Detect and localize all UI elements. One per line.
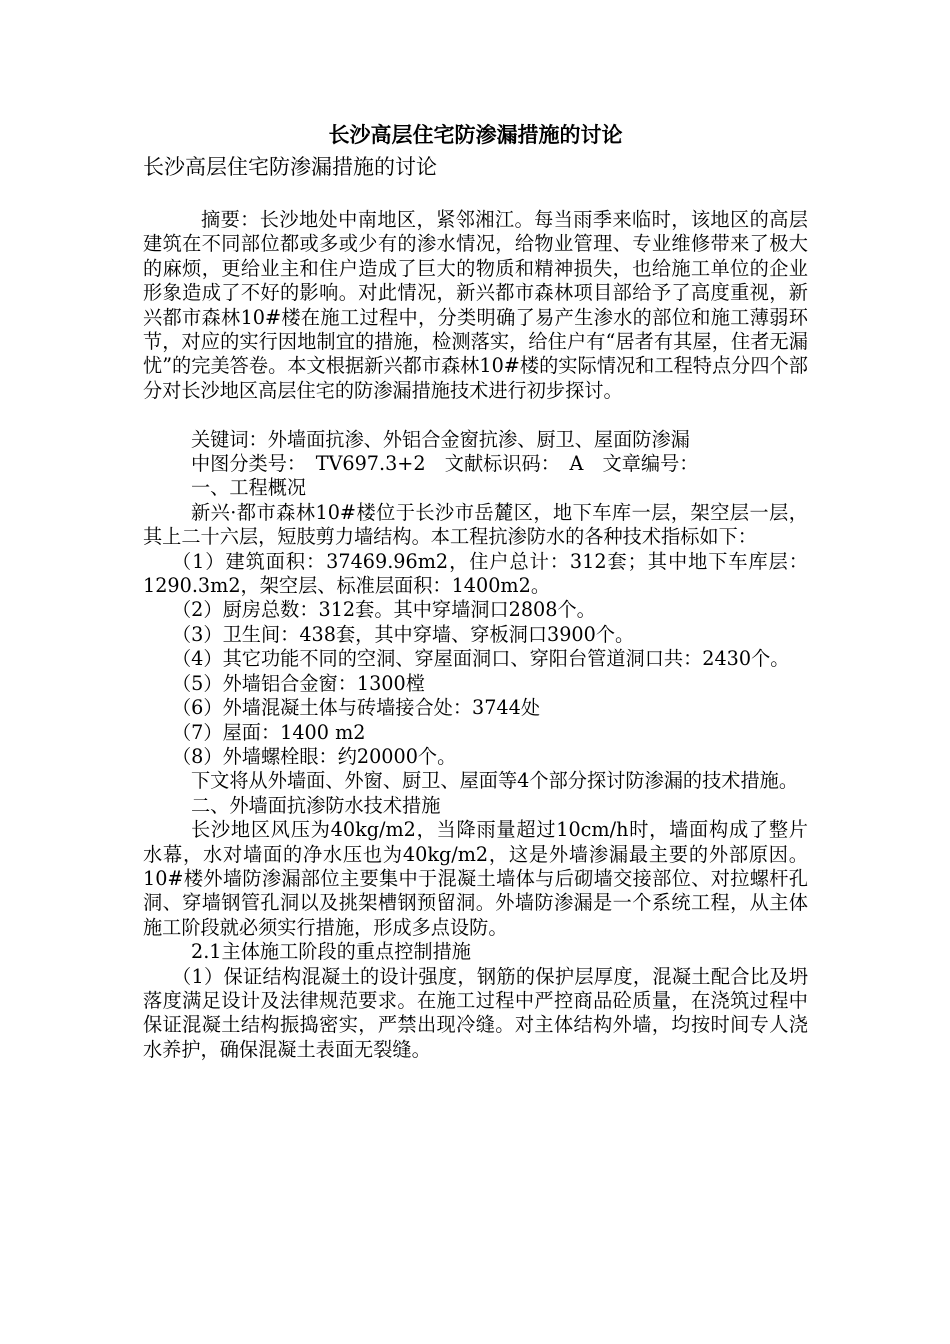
list-item-5: （5）外墙铝合金窗：1300樘: [172, 671, 425, 695]
list-item-6: （6）外墙混凝土体与砖墙接合处：3744处: [172, 696, 541, 720]
section-heading-2: 二、外墙面抗渗防水技术措施: [191, 793, 441, 817]
subsection-heading-2-1: 2.1主体施工阶段的重点控制措施: [191, 940, 471, 964]
abstract-paragraph: 摘要：长沙地处中南地区，紧邻湘江。每当雨季来临时，该地区的高层建筑在不同部位都或多或少有的渗水情况，给物业管理、专业维修带来了极大的麻烦，更给业主和住户造成了巨大的物质和精神损失，也给施工单位的企业形象造成了不好的影响。对此情况，新兴都市森林项目部给予了高度重视，新兴都市森林10#楼在施工过程中，分类明确了易产生渗水的部位和施工薄弱环节，对应的实行因地制宜的措施，检测落实，给住户有“居者有其屋，住者无漏忧”的完美答卷。本文根据新兴都市森林10#楼的实际情况和工程特点分四个部分对长沙地区高层住宅的防渗漏措施技术进行初步探讨。: [143, 208, 808, 402]
section1-intro-paragraph: 新兴·都市森林10#楼位于长沙市岳麓区，地下车库一层，架空层一层，其上二十六层，短肢剪力墙结构。本工程抗渗防水的各种技术指标如下：: [143, 500, 808, 549]
list-item-4: （4）其它功能不同的空洞、穿屋面洞口、穿阳台管道洞口共：2430个。: [172, 647, 790, 671]
list-item-7: （7）屋面：1400 m2: [172, 720, 366, 744]
classification-line: 中图分类号： TV697.3+2 文献标识码： A 文章编号：: [191, 452, 699, 476]
keywords-line: 关键词：外墙面抗渗、外铝合金窗抗渗、厨卫、屋面防渗漏: [191, 427, 690, 451]
list-item-3: （3）卫生间：438套，其中穿墙、穿板洞口3900个。: [172, 622, 635, 646]
document-subtitle: 长沙高层住宅防渗漏措施的讨论: [143, 155, 437, 179]
list-item-2: （2）厨房总数：312套。其中穿墙洞口2808个。: [172, 598, 596, 622]
section-heading-1: 一、工程概况: [191, 476, 307, 500]
document-title: 长沙高层住宅防渗漏措施的讨论: [328, 122, 623, 147]
list-item-1: （1）建筑面积：37469.96m2，住户总计：312套；其中地下车库层：1290.3m2，架空层、标准层面积：1400m2。: [143, 549, 808, 598]
section2-body-paragraph: 长沙地区风压为40kg/m2，当降雨量超过10cm/h时，墙面构成了整片水幕，水对墙面的净水压也为40kg/m2，这是外墙渗漏最主要的外部原因。10#楼外墙防渗漏部位主要集中于混凝土墙体与后砌墙交接部位、对拉螺杆孔洞、穿墙钢管孔洞以及挑架槽钢预留洞。外墙防渗漏是一个系统工程，从主体施工阶段就必须实行措施，形成多点设防。: [143, 818, 808, 939]
list-item-8: （8）外墙螺栓眼：约20000个。: [172, 744, 457, 768]
document-page: [143, 118, 808, 1062]
blank-line: [143, 403, 808, 427]
section1-outro-paragraph: 下文将从外墙面、外窗、厨卫、屋面等4个部分探讨防渗漏的技术措施。: [191, 769, 799, 793]
subsection-2-1-item-1: （1）保证结构混凝土的设计强度，钢筋的保护层厚度，混凝土配合比及坍落度满足设计及法律规范要求。在施工过程中严控商品砼质量，在浇筑过程中保证混凝土结构振捣密实，严禁出现冷缝。对主体结构外墙，均按时间专人浇水养护，确保混凝土表面无裂缝。: [143, 964, 808, 1061]
